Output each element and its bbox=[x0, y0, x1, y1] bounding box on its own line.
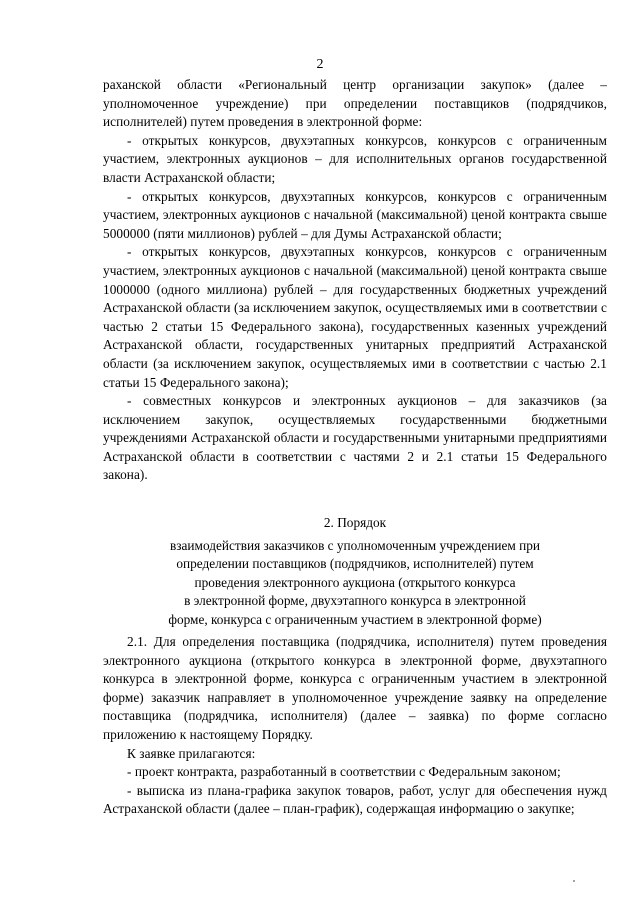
body-text-bottom bbox=[103, 633, 607, 819]
section-subtitle-line: проведения электронного аукциона (открытого конкурса bbox=[194, 574, 516, 590]
scan-speck bbox=[573, 880, 575, 882]
section-subtitle-line: взаимодействия заказчиков с уполномоченным учреждением при bbox=[169, 537, 540, 553]
list-item: - открытых конкурсов, двухэтапных конкурсов, конкурсов с ограниченным участием, электронных аукционов с начальной (максимальной) ценой контракта свыше 1000000 (одного миллиона) рублей – для государственных бюджетных учреждений Астраханской области (за исключением закупок, осуществляемых ими в соответствии с частью 2 статьи 15 Федерального закона), государственных казенных учреждений Астраханской области, государственных унитарных предприятий Астраханской области (за исключением закупок, осуществляемых ими в соответствии с частью 2.1 статьи 15 Федерального закона); bbox=[103, 244, 607, 390]
paragraph: 2.1. Для определения поставщика (подрядчика, исполнителя) путем проведения электронного аукциона (открытого конкурса в электронной форме, двухэтапного конкурса в электронной форме, конкурса с ограниченным участием в электронной форме) заказчик направляет в уполномоченное учреждение заявку на определение поставщика (подрядчика, исполнителя) (далее – заявка) по форме согласно приложению к настоящему Порядку. bbox=[103, 634, 607, 742]
paragraph: раханской области «Региональный центр организации закупок» (далее – уполномоченное учреждение) при определении поставщиков (подрядчиков, исполнителей) путем проведения в электронной форме: bbox=[103, 77, 607, 130]
page-number: 2 bbox=[316, 57, 324, 72]
section-subtitle-line: определении поставщиков (подрядчиков, исполнителей) путем bbox=[176, 556, 534, 572]
body-text-top bbox=[103, 76, 607, 485]
section-subtitle-line: в электронной форме, двухэтапного конкурса в электронной bbox=[184, 593, 526, 609]
list-item: - совместных конкурсов и электронных аукционов – для заказчиков (за исключением закупок, осуществляемых государственными бюджетными учреждениями Астраханской области и государственными унитарными предприятиями Астраханской области в соответствии с частями 2 и 2.1 статьи 15 Федерального закона). bbox=[103, 393, 607, 483]
list-item: - выписка из плана-графика закупок товаров, работ, услуг для обеспечения нужд Астраханской области (далее – план-график), содержащая информацию о закупке; bbox=[103, 782, 607, 817]
list-item: - открытых конкурсов, двухэтапных конкурсов, конкурсов с ограниченным участием, электронных аукционов с начальной (максимальной) ценой контракта свыше 5000000 (пяти миллионов) рублей – для Думы Астраханской области; bbox=[103, 188, 607, 241]
section-subtitle-line: форме, конкурса с ограниченным участием в электронной форме) bbox=[168, 611, 542, 627]
list-item: - проект контракта, разработанный в соответствии с Федеральным законом; bbox=[127, 764, 561, 780]
section-heading bbox=[103, 514, 607, 630]
list-item: - открытых конкурсов, двухэтапных конкурсов, конкурсов с ограниченным участием, электронных аукционов – для исполнительных органов государственной власти Астраханской области; bbox=[103, 132, 607, 185]
section-title: 2. Порядок bbox=[323, 515, 387, 530]
paragraph: К заявке прилагаются: bbox=[127, 745, 256, 761]
